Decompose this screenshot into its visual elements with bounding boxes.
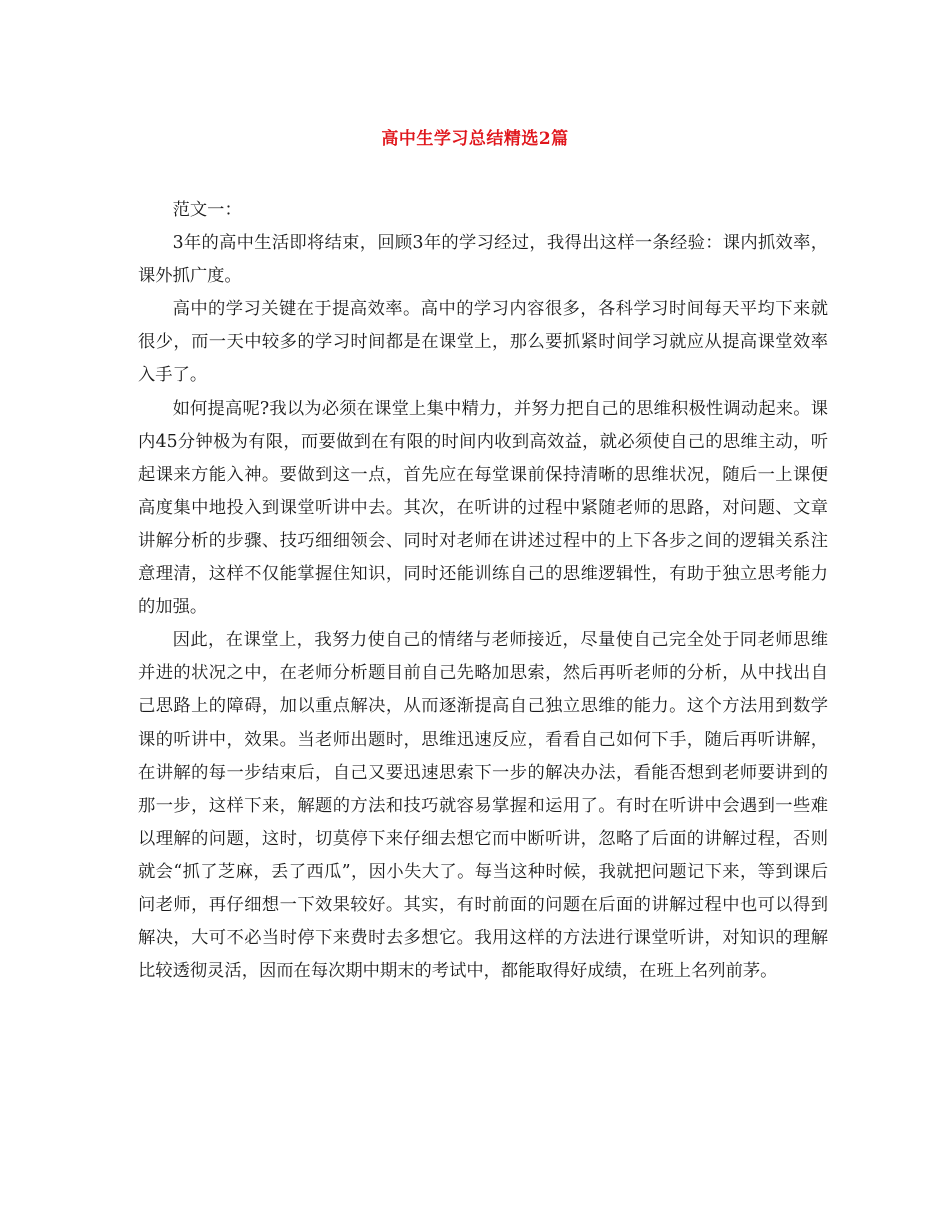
document-title: 高中生学习总结精选2篇 <box>381 129 569 149</box>
paragraph-heading: 范文一： <box>172 200 242 220</box>
paragraph-3: 如何提高呢?我以为必须在课堂上集中精力，并努力把自己的思维积极性调动起来。课内45分钟极为有限，而要做到在有限的时间内收到高效益，就必须使自己的思维主动，听起课来方能入神。要做到这一点，首先应在每堂课前保持清晰的思维状况，随后一上课便高度集中地投入到课堂听讲中去。其次，在听讲的过程中紧随老师的思路，对问题、文章讲解分析的步骤、技巧细细领会、同时对老师在讲述过程中的上下各步之间的逻辑关系注意理清，这样不仅能掌握住知识，同时还能训练自己的思维逻辑性，有助于独立思考能力的加强。 <box>138 398 828 618</box>
document-body <box>138 194 828 988</box>
paragraph-4: 因此，在课堂上，我努力使自己的情绪与老师接近，尽量使自己完全处于同老师思维并进的状况之中，在老师分析题目前自己先略加思索，然后再听老师的分析，从中找出自己思路上的障碍，加以重点解决，从而逐渐提高自己独立思维的能力。这个方法用到数学课的听讲中，效果。当老师出题时，思维迅速反应，看看自己如何下手，随后再听讲解，在讲解的每一步结束后，自己又要迅速思索下一步的解决办法，看能否想到老师要讲到的那一步，这样下来，解题的方法和技巧就容易掌握和运用了。有时在听讲中会遇到一些难以理解的问题，这时，切莫停下来仔细去想它而中断听讲，忽略了后面的讲解过程，否则就会“抓了芝麻，丢了西瓜”，因小失大了。每当这种时候，我就把问题记下来，等到课后问老师，再仔细想一下效果较好。其实，有时前面的问题在后面的讲解过程中也可以得到解决，大可不必当时停下来费时去多想它。我用这样的方法进行课堂听讲，对知识的理解比较透彻灵活，因而在每次期中期末的考试中，都能取得好成绩，在班上名列前茅。 <box>138 630 828 982</box>
paragraph-1: 3年的高中生活即将结束，回顾3年的学习经过，我得出这样一条经验：课内抓效率，课外抓广度。 <box>138 233 828 287</box>
paragraph-2: 高中的学习关键在于提高效率。高中的学习内容很多，各科学习时间每天平均下来就很少，而一天中较多的学习时间都是在课堂上，那么要抓紧时间学习就应从提高课堂效率入手了。 <box>138 299 828 386</box>
